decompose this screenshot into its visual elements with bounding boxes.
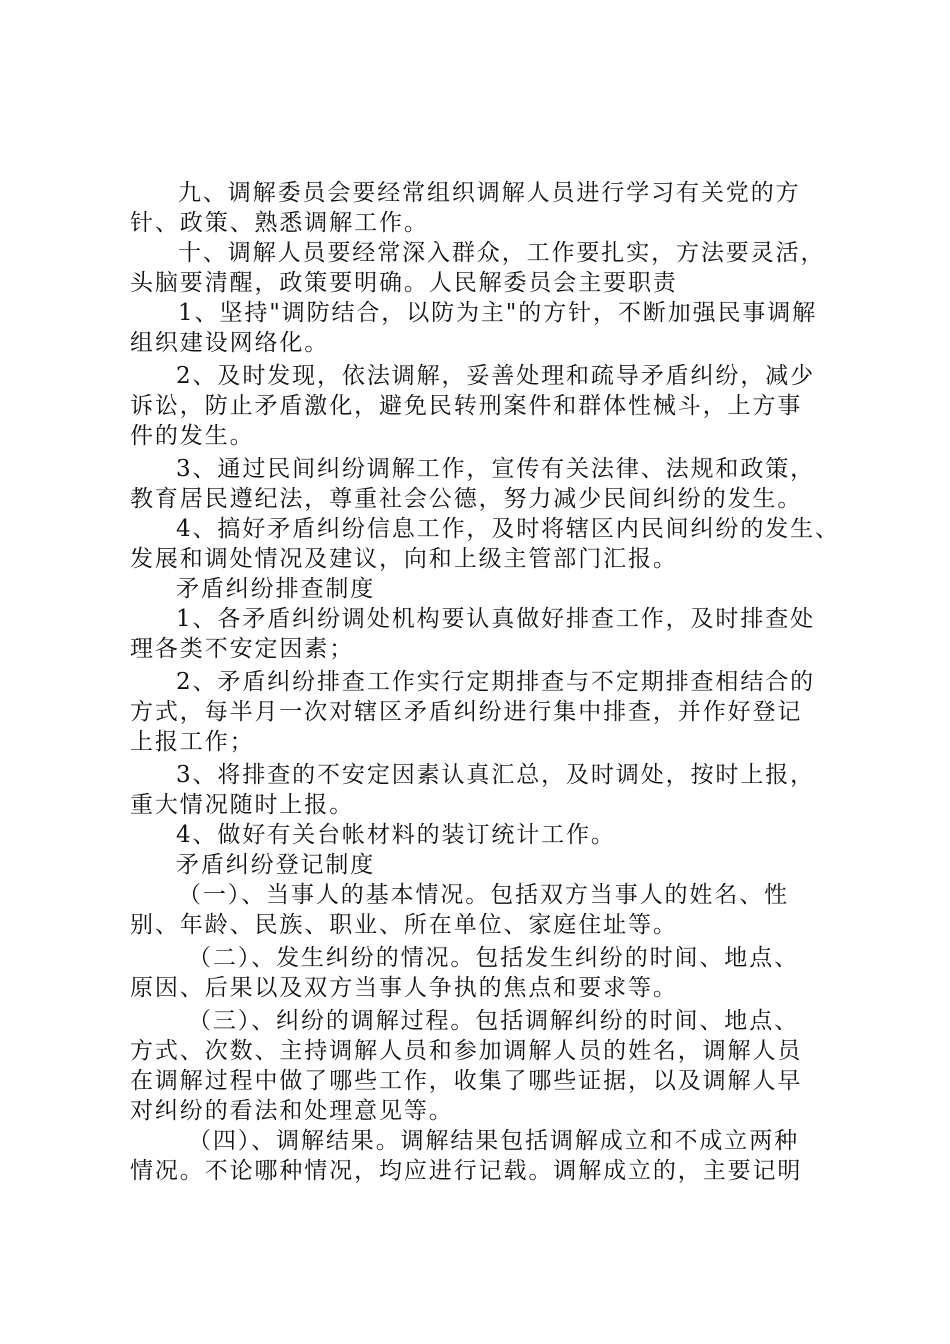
text-line: 重大情况随时上报。 — [130, 792, 355, 818]
text-line: 上报工作； — [130, 729, 255, 755]
text-line: 方式、次数、主持调解人员和参加调解人员的姓名，调解人员 — [130, 1038, 803, 1064]
text-line: 1、各矛盾纠纷调处机构要认真做好排查工作，及时排查处 — [176, 606, 816, 632]
text-line: 别、年龄、民族、职业、所在单位、家庭住址等。 — [130, 912, 678, 938]
text-line: 1、坚持"调防结合，以防为主"的方针，不断加强民事调解 — [178, 300, 818, 326]
text-line: 对纠纷的看法和处理意见等。 — [130, 1098, 454, 1124]
text-line: 教育居民遵纪法，尊重社会公德，努力减少民间纠纷的发生。 — [130, 486, 803, 512]
text-line: 在调解过程中做了哪些工作，收集了哪些证据，以及调解人早 — [130, 1068, 803, 1094]
text-line: 情况。不论哪种情况，均应进行记载。调解成立的，主要记明 — [130, 1158, 803, 1184]
text-line: 头脑要清醒，政策要明确。人民解委员会主要职责 — [130, 270, 678, 296]
text-line: （二）、发生纠纷的情况。包括发生纠纷的时间、地点、 — [188, 945, 799, 971]
text-line: 原因、后果以及双方当事人争执的焦点和要求等。 — [130, 975, 678, 1001]
text-line: 方式，每半月一次对辖区矛盾纠纷进行集中排查，并作好登记 — [130, 699, 803, 725]
text-line: 九、调解委员会要经常组织调解人员进行学习有关党的方 — [178, 180, 801, 206]
text-line: 发展和调处情况及建议，向和上级主管部门汇报。 — [130, 546, 678, 572]
text-line: 2、矛盾纠纷排查工作实行定期排查与不定期排查相结合的 — [176, 669, 816, 695]
text-line: 针、政策、熟悉调解工作。 — [130, 210, 429, 236]
text-line: （三）、纠纷的调解过程。包括调解纠纷的时间、地点、 — [188, 1008, 799, 1034]
text-line: 诉讼，防止矛盾激化，避免民转刑案件和群体性械斗，上方事 — [130, 393, 803, 419]
text-line: 2、及时发现，依法调解，妥善处理和疏导矛盾纠纷，减少 — [176, 363, 816, 389]
text-line: 组织建设网络化。 — [130, 330, 330, 356]
text-line: 3、通过民间纠纷调解工作，宣传有关法律、法规和政策， — [176, 456, 816, 482]
text-line: 4、搞好矛盾纠纷信息工作，及时将辖区内民间纠纷的发生、 — [176, 516, 840, 542]
text-line: （四）、调解结果。调解结果包括调解成立和不成立两种 — [188, 1128, 799, 1154]
text-line: 十、调解人员要经常深入群众，工作要扎实，方法要灵活， — [178, 240, 826, 266]
text-line: 3、将排查的不安定因素认真汇总，及时调处，按时上报， — [176, 762, 816, 788]
text-line: （一）、当事人的基本情况。包括双方当事人的姓名、性 — [178, 882, 789, 908]
text-line: 矛盾纠纷登记制度 — [176, 852, 376, 878]
text-line: 4、做好有关台帐材料的装订统计工作。 — [176, 822, 616, 848]
text-line: 矛盾纠纷排查制度 — [176, 576, 376, 602]
text-line: 件的发生。 — [130, 423, 255, 449]
text-line: 理各类不安定因素； — [130, 636, 355, 662]
